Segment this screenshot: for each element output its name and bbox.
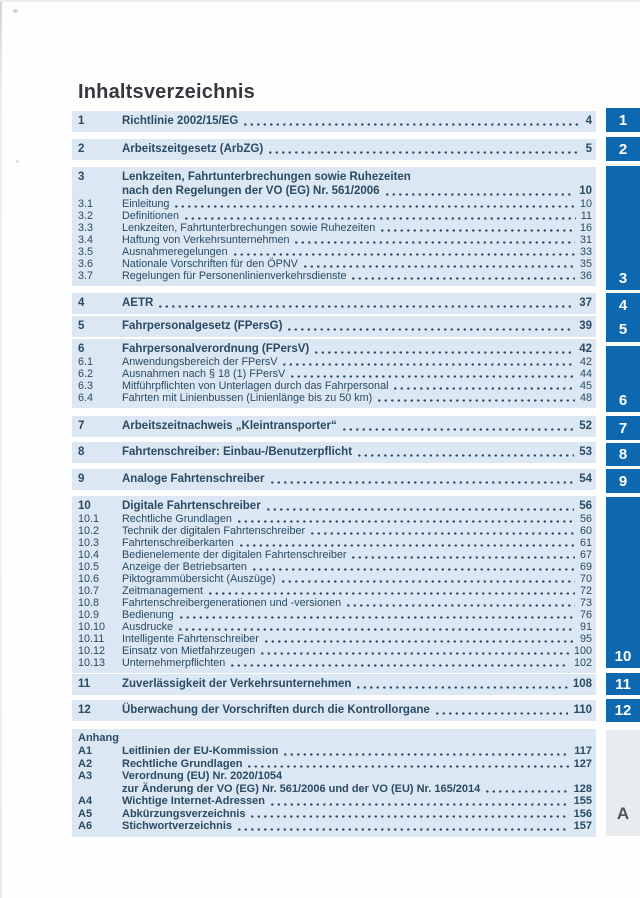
toc-subentry (78, 585, 592, 597)
entry-number: 10.13 (78, 657, 106, 669)
thumb-tab-3 (606, 166, 640, 290)
dot-leader (271, 803, 569, 806)
thumb-tab-7 (606, 416, 640, 440)
dot-leader (295, 241, 575, 244)
toc-subentry (78, 645, 592, 657)
entry-number: 10.6 (78, 573, 100, 585)
dot-leader (179, 628, 575, 631)
entry-page: 61 (579, 537, 592, 549)
entry-number: 10.7 (78, 585, 100, 597)
entry-page: 33 (579, 246, 592, 258)
entry-label: Zuverlässigkeit der Verkehrsunternehmen (122, 678, 352, 690)
entry-label: AETR (122, 297, 154, 309)
dot-leader (347, 604, 575, 607)
entry-page: 102 (573, 657, 592, 669)
toc-block-3 (72, 167, 596, 286)
toc-appendix-block (72, 729, 596, 837)
thumb-tab-label: 6 (618, 392, 628, 409)
entry-page: 117 (574, 745, 592, 757)
thumb-tab-label: 3 (618, 270, 628, 287)
entry-number: 6.2 (78, 368, 94, 380)
thumb-tab-label: 12 (614, 702, 632, 719)
entry-number: 10.1 (78, 513, 100, 525)
thumb-tab-11 (606, 673, 640, 695)
entry-label: Lenkzeiten, Fahrtunterbrechungen sowie Ruhezeiten (122, 171, 411, 183)
dot-leader (343, 428, 574, 431)
entry-label: Richtlinie 2002/15/EG (122, 115, 239, 127)
entry-number: A2 (78, 757, 93, 770)
entry-number: 9 (78, 473, 85, 485)
entry-label: Zeitmanagement (122, 585, 204, 597)
entry-page: 56 (579, 500, 592, 512)
entry-number: 10.11 (78, 633, 105, 645)
thumb-tab-4 (606, 293, 640, 317)
toc-chapter-entry (78, 319, 592, 333)
toc-block-1 (72, 111, 596, 132)
toc-subentry (78, 633, 592, 645)
entry-page: 5 (585, 143, 592, 155)
entry-label: Ausdrucke (122, 621, 174, 633)
entry-label: Fahrten mit Linienbussen (Linienlänge bis zu 50 km) (122, 392, 373, 404)
dot-leader (251, 815, 568, 818)
dot-leader (185, 217, 576, 220)
toc-subentry (78, 537, 592, 549)
toc-chapter-entry (78, 472, 592, 486)
toc-subentry (78, 573, 592, 585)
dot-leader (159, 305, 574, 308)
entry-number: 6.1 (78, 356, 94, 368)
entry-number: 5 (78, 320, 85, 332)
entry-number: 3.7 (78, 270, 94, 282)
entry-number: 4 (78, 297, 85, 309)
entry-number: 1 (78, 115, 85, 127)
toc-subentry (78, 621, 592, 633)
dot-leader (238, 828, 569, 831)
entry-number: 7 (78, 420, 85, 432)
dot-leader (271, 481, 575, 484)
entry-page: 54 (579, 473, 592, 485)
toc-block-4 (72, 293, 596, 314)
toc-subentry (78, 222, 592, 234)
entry-page: 157 (573, 820, 592, 832)
entry-page: 69 (579, 561, 592, 573)
dot-leader (357, 686, 567, 689)
toc-block-2 (72, 139, 596, 160)
entry-number: 2 (78, 143, 85, 155)
entry-label: zur Änderung der VO (EG) Nr. 561/2006 und der VO (EU) Nr. 165/2014 (122, 782, 481, 795)
entry-number: A1 (78, 745, 93, 757)
dot-leader (486, 790, 568, 793)
entry-page: 42 (579, 343, 592, 355)
toc-subentry (78, 380, 592, 392)
entry-number: 3.4 (78, 234, 94, 246)
toc-subentry (78, 609, 592, 621)
entry-label: Mitführpflichten von Unterlagen durch das Fahrpersonal (122, 380, 389, 392)
thumb-tab-A (606, 730, 640, 836)
entry-number: 10.2 (78, 525, 100, 537)
entry-number: 3.2 (78, 210, 94, 222)
entry-number: 10.9 (78, 609, 100, 621)
entry-page: 11 (580, 210, 592, 222)
entry-label: Wichtige Internet-Adressen (122, 795, 265, 807)
toc-subentry (78, 234, 592, 246)
toc-subentry (78, 356, 592, 368)
toc-block-11 (72, 674, 596, 695)
entry-page: 155 (573, 795, 592, 807)
entry-number: 6.4 (78, 392, 94, 404)
dot-leader (248, 765, 568, 768)
entry-label: Nationale Vorschriften für den ÖPNV (122, 258, 298, 270)
toc-appendix-entry (78, 808, 592, 821)
entry-page: 36 (579, 270, 592, 282)
entry-page: 45 (579, 380, 592, 392)
dot-leader (244, 123, 580, 126)
entry-page: 52 (579, 420, 592, 432)
entry-label: Piktogrammübersicht (Auszüge) (122, 573, 276, 585)
toc-subentry (78, 657, 592, 669)
thumb-tab-label: 11 (615, 675, 631, 693)
toc-subentry (78, 258, 592, 270)
toc-appendix-entry (78, 770, 592, 783)
appendix-header (78, 732, 592, 745)
toc-chapter-entry (78, 677, 592, 691)
entry-label: Fahrpersonalverordnung (FPersV) (122, 343, 310, 355)
toc-appendix-entry (78, 758, 592, 771)
entry-number: 10.5 (78, 561, 100, 573)
dot-leader (209, 592, 575, 595)
thumb-tab-1 (606, 108, 640, 132)
thumb-tab-6 (606, 346, 640, 412)
entry-label: Ausnahmen nach § 18 (1) FPersV (122, 368, 286, 380)
entry-page: 44 (579, 368, 592, 380)
entry-label: Bedienelemente der digitalen Fahrtenschreiber (122, 549, 347, 561)
entry-page: 42 (579, 356, 592, 368)
dot-leader (284, 753, 569, 756)
entry-page: 156 (573, 807, 592, 820)
dot-leader (240, 544, 575, 547)
entry-page: 72 (579, 585, 592, 597)
toc-chapter-entry (78, 445, 592, 459)
entry-page: 108 (572, 678, 592, 690)
entry-label: Abkürzungsverzeichnis (122, 807, 246, 820)
entry-page: 10 (579, 185, 592, 197)
toc-block-7 (72, 416, 596, 437)
entry-number: 6.3 (78, 380, 94, 392)
dot-leader (291, 375, 575, 378)
dot-leader (180, 616, 575, 619)
entry-number: 11 (78, 678, 91, 690)
entry-page: 91 (579, 621, 592, 633)
dot-leader (315, 351, 574, 354)
toc-block-9 (72, 469, 596, 490)
entry-page: 53 (579, 446, 592, 458)
entry-number: 10.4 (78, 549, 100, 561)
entry-page: 95 (579, 633, 592, 645)
dot-leader (352, 277, 575, 280)
entry-label: Stichwortverzeichnis (122, 820, 233, 832)
toc-subentry (78, 392, 592, 404)
toc-subentry (78, 198, 592, 210)
entry-number: 3 (78, 171, 85, 183)
entry-page: 10 (579, 198, 592, 210)
dot-leader (269, 151, 580, 154)
entry-label: Intelligente Fahrtenschreiber (122, 633, 259, 645)
entry-label: Einleitung (122, 198, 170, 210)
thumb-tab-5 (606, 317, 640, 342)
dot-leader (265, 640, 575, 643)
entry-page: 60 (579, 525, 592, 537)
dot-leader (436, 712, 569, 715)
entry-label: Haftung von Verkehrsunternehmen (122, 234, 290, 246)
thumb-tab-label: 9 (618, 472, 628, 490)
dot-leader (386, 193, 575, 196)
entry-page: 37 (579, 297, 592, 309)
entry-label: Arbeitszeitgesetz (ArbZG) (122, 143, 264, 155)
toc-chapter-entry (78, 342, 592, 356)
entry-page: 67 (579, 549, 592, 561)
dot-leader (394, 387, 575, 390)
toc-block-10 (72, 496, 596, 673)
entry-number: 10.10 (78, 621, 106, 633)
toc-block-12 (72, 700, 596, 721)
entry-label: Lenkzeiten, Fahrtunterbrechungen sowie Ruhezeiten (122, 222, 376, 234)
entry-page: 100 (573, 645, 592, 657)
toc-block-6 (72, 339, 596, 408)
entry-number: 10.12 (78, 645, 106, 657)
toc-subentry (78, 270, 592, 282)
toc-appendix-entry (78, 795, 592, 808)
thumb-tab-label: 2 (618, 140, 628, 158)
dot-leader (311, 532, 575, 535)
thumb-tab-12 (606, 699, 640, 722)
toc-chapter-entry (78, 419, 592, 433)
entry-page: 48 (579, 392, 592, 404)
dot-leader (282, 580, 575, 583)
toc-subentry (78, 525, 592, 537)
thumb-tab-label: 7 (618, 419, 628, 437)
dot-leader (288, 328, 574, 331)
entry-page: 39 (579, 320, 592, 332)
entry-label: Überwachung der Vorschriften durch die Kontrollorgane (122, 704, 430, 716)
entry-label: Regelungen für Personenlinienverkehrsdienste (122, 270, 347, 282)
entry-number: 3.6 (78, 258, 94, 270)
dot-leader (267, 508, 575, 511)
entry-number: 10.3 (78, 537, 100, 549)
entry-label: Fahrpersonalgesetz (FPersG) (122, 320, 283, 332)
toc-chapter-entry (78, 142, 592, 156)
toc-chapter-entry (78, 703, 592, 717)
entry-label: Fahrtenschreibergenerationen und -versionen (122, 597, 342, 609)
thumb-tab-label: 4 (618, 296, 628, 314)
entry-label: Bedienung (122, 609, 174, 621)
toc-chapter-entry (78, 114, 592, 128)
entry-label: Digitale Fahrtenschreiber (122, 500, 261, 512)
entry-number: 3.3 (78, 222, 94, 234)
toc-subentry (78, 549, 592, 561)
entry-number: 3.1 (78, 198, 94, 210)
entry-label: Anzeige der Betriebsarten (122, 561, 247, 573)
toc-appendix-entry (78, 745, 592, 758)
toc-subentry (78, 246, 592, 258)
dot-leader (358, 454, 574, 457)
entry-label: Anwendungsbereich der FPersV (122, 356, 278, 368)
entry-page: 127 (573, 757, 592, 770)
entry-label: Analoge Fahrtenschreiber (122, 473, 265, 485)
appendix-header-label: Anhang (78, 732, 119, 744)
dot-leader (238, 520, 575, 523)
entry-label: Verordnung (EU) Nr. 2020/1054 (122, 770, 283, 782)
thumb-tab-2 (606, 137, 640, 161)
entry-page: 110 (573, 704, 592, 716)
dot-leader (231, 664, 569, 667)
entry-label: Rechtliche Grundlagen (122, 757, 243, 770)
dot-leader (175, 205, 575, 208)
entry-page: 16 (579, 222, 592, 234)
entry-label: Unternehmerpflichten (122, 657, 226, 669)
entry-page: 70 (579, 573, 592, 585)
entry-label: Rechtliche Grundlagen (122, 513, 232, 525)
entry-page: 4 (585, 115, 592, 127)
thumb-tab-label: 5 (618, 321, 628, 338)
entry-number: 10 (78, 500, 91, 512)
entry-label: Einsatz von Mietfahrzeugen (122, 645, 256, 657)
toc-subentry (78, 513, 592, 525)
entry-page: 73 (579, 597, 592, 609)
toc-block-8 (72, 442, 596, 463)
toc-subentry (78, 561, 592, 573)
entry-number: 6 (78, 343, 85, 355)
entry-number: 12 (78, 704, 91, 716)
entry-page: 56 (579, 513, 592, 525)
page-title: Inhaltsverzeichnis (78, 81, 255, 103)
entry-label: Ausnahmeregelungen (122, 246, 228, 258)
dot-leader (304, 265, 575, 268)
toc-chapter-entry (78, 499, 592, 513)
entry-number: A4 (78, 795, 93, 807)
dot-leader (352, 556, 575, 559)
entry-page: 31 (579, 234, 592, 246)
entry-label: Leitlinien der EU-Kommission (122, 745, 279, 757)
toc-appendix-entry (78, 820, 592, 833)
dot-leader (253, 568, 575, 571)
thumb-tab-8 (606, 443, 640, 466)
toc-subentry (78, 368, 592, 380)
thumb-tab-label: A (616, 804, 630, 823)
dot-leader (378, 399, 575, 402)
entry-number: 10.8 (78, 597, 100, 609)
thumb-tab-label: 8 (618, 446, 628, 463)
entry-label: Arbeitszeitnachweis „Kleintransporter“ (122, 420, 337, 432)
toc-subentry (78, 597, 592, 609)
toc-subentry (78, 210, 592, 222)
entry-number: A6 (78, 820, 93, 832)
toc-chapter-entry (78, 170, 592, 184)
dot-leader (381, 229, 575, 232)
entry-label: Fahrtenschreiberkarten (122, 537, 234, 549)
entry-label: Technik der digitalen Fahrtenschreiber (122, 525, 306, 537)
thumb-tab-label: 1 (618, 111, 628, 129)
entry-number: A3 (78, 770, 93, 782)
toc-chapter-entry-cont (78, 184, 592, 198)
entry-page: 35 (579, 258, 592, 270)
dot-leader (234, 253, 575, 256)
entry-label: Fahrtenschreiber: Einbau-/Benutzerpflicht (122, 446, 353, 458)
toc-appendix-entry-cont (78, 783, 592, 796)
thumb-tab-10 (606, 497, 640, 668)
entry-number: A5 (78, 807, 93, 820)
thumb-tab-9 (606, 469, 640, 493)
thumb-tab-label: 10 (614, 648, 632, 665)
entry-number: 8 (78, 446, 85, 458)
toc-block-5 (72, 316, 596, 337)
dot-leader (261, 652, 569, 655)
toc-chapter-entry (78, 296, 592, 310)
entry-number: 3.5 (78, 246, 94, 258)
entry-label: nach den Regelungen der VO (EG) Nr. 561/2006 (122, 185, 380, 197)
entry-page: 76 (579, 609, 592, 621)
entry-label: Definitionen (122, 210, 180, 222)
dot-leader (283, 363, 575, 366)
entry-page: 128 (573, 782, 592, 795)
